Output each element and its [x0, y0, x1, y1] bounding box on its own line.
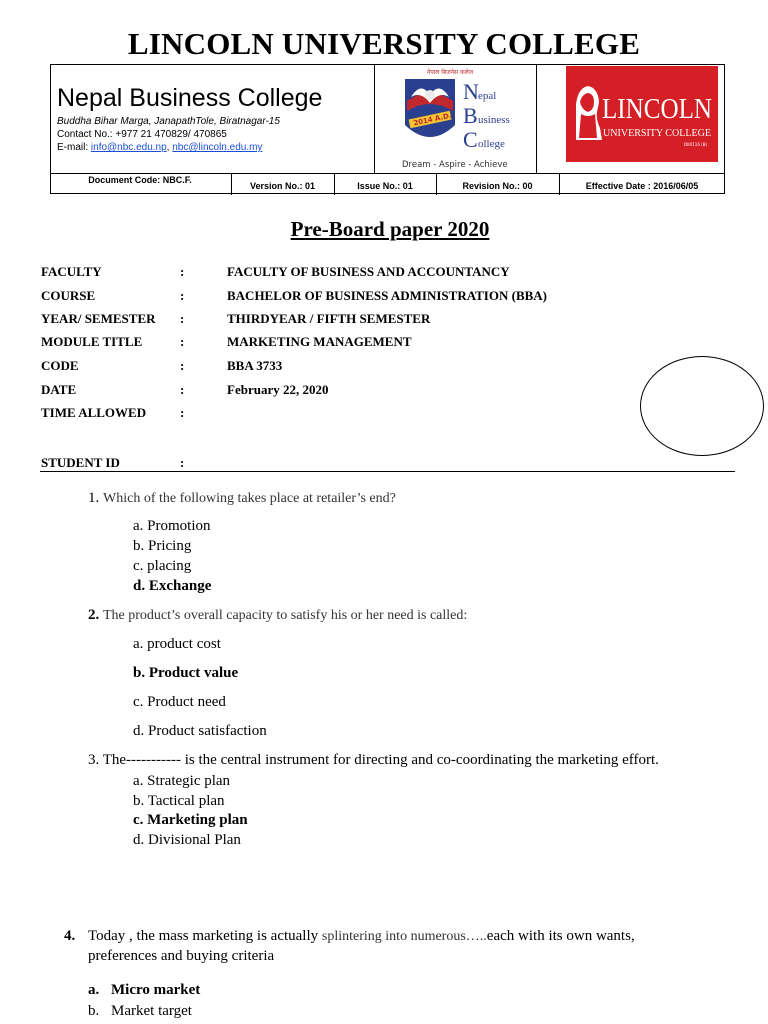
info-colon: : [180, 264, 185, 279]
svg-text:ollege: ollege [478, 138, 505, 150]
doc-code: Document Code: NBC.F. [88, 175, 192, 185]
info-value-faculty: FACULTY OF BUSINESS AND ACCOUNTANCY [227, 264, 510, 279]
question-2 [88, 607, 467, 624]
info-value-course: BACHELOR OF BUSINESS ADMINISTRATION (BBA) [227, 288, 548, 303]
svg-text:epal: epal [478, 90, 497, 102]
question-text: Which of the following takes place at retailer’s end? [103, 491, 396, 506]
info-label-module-title: MODULE TITLE [41, 334, 143, 349]
doc-issue: Issue No.: 01 [357, 181, 413, 191]
question-text-part-b: splintering into numerous….. [321, 929, 487, 944]
question-text: The product’s overall capacity to satisfy his or her need is called: [103, 608, 468, 623]
info-label-year-semester: YEAR/ SEMESTER [41, 311, 156, 326]
nbc-logo-tagline: Dream - Aspire - Achieve [402, 160, 508, 170]
info-colon: : [180, 405, 185, 420]
q1-option-c: c. placing [133, 558, 192, 574]
q4-option-a-answer: Micro market [111, 982, 201, 998]
doc-revision: Revision No.: 00 [462, 181, 533, 191]
info-colon: : [180, 382, 185, 397]
lincoln-sub-text: UNIVERSITY COLLEGE [603, 128, 711, 139]
question-number: 2. [88, 607, 100, 623]
info-value-year-semester: THIRDYEAR / FIFTH SEMESTER [227, 311, 431, 326]
question-1 [88, 490, 396, 507]
q1-option-d-answer: d. Exchange [133, 578, 212, 594]
svg-text:usiness: usiness [478, 114, 510, 126]
college-email [57, 141, 262, 154]
q4-option-a-letter: a. [88, 982, 100, 998]
photo-circle [640, 356, 764, 456]
info-colon: : [180, 311, 185, 326]
nbc-logo [377, 67, 533, 171]
info-label-code: CODE [41, 358, 79, 373]
college-address: Buddha Bihar Marga, JanapathTole, Biratnagar-15 [57, 116, 280, 127]
doc-effective-date: Effective Date : 2016/06/05 [585, 181, 699, 191]
nbc-logo-year: 2014 A.D. [412, 111, 453, 128]
doc-version: Version No.: 01 [249, 181, 316, 191]
q4-option-b: Market target [111, 1003, 192, 1019]
svg-text:N: N [463, 79, 479, 104]
student-id-label: STUDENT ID [41, 455, 120, 470]
info-label-date: DATE [41, 382, 77, 397]
college-contact: Contact No.: +977 21 470829/ 470865 [57, 129, 227, 140]
q1-option-a: a. Promotion [133, 518, 211, 534]
question-4-line2: preferences and buying criteria [88, 948, 275, 964]
q4-number: 4. [64, 928, 76, 944]
info-colon: : [180, 358, 185, 373]
question-number: 1. [88, 490, 100, 506]
question-number: 3. [88, 752, 100, 768]
header-divider [40, 471, 735, 472]
question-3 [88, 752, 659, 769]
info-value-module-title: MARKETING MANAGEMENT [227, 334, 412, 349]
info-label-time-allowed: TIME ALLOWED [41, 405, 147, 420]
q3-option-b: b. Tactical plan [133, 793, 225, 809]
q2-option-a: a. product cost [133, 636, 221, 652]
info-colon: : [180, 288, 185, 303]
student-id-colon: : [180, 455, 185, 470]
question-text-part-c: each with its own wants, [486, 928, 635, 944]
university-title: LINCOLN UNIVERSITY COLLEGE [127, 26, 641, 61]
lincoln-logo [566, 66, 718, 162]
email-label: E-mail: [57, 142, 91, 153]
question-text-part-a: Today , the mass marketing is actually [88, 928, 322, 944]
svg-text:C: C [463, 127, 478, 152]
q3-option-a: a. Strategic plan [133, 773, 231, 789]
info-label-faculty: FACULTY [41, 264, 102, 279]
question-text: The----------- is the central instrument for directing and co-coordinating the marketing effort. [102, 752, 659, 768]
paper-title: Pre-Board paper 2020 [290, 217, 490, 241]
q2-option-d: d. Product satisfaction [133, 723, 267, 739]
email-separator: , [166, 142, 173, 153]
info-value-code: BBA 3733 [227, 358, 283, 373]
email-link-info[interactable]: info@nbc.edu.np [90, 142, 167, 153]
q3-option-c-answer: c. Marketing plan [133, 812, 248, 828]
college-name: Nepal Business College [57, 84, 323, 112]
q2-option-b-answer: b. Product value [133, 665, 239, 681]
email-link-nbc[interactable]: nbc@lincoln.edu.my [172, 142, 263, 153]
info-colon: : [180, 334, 185, 349]
q2-option-c: c. Product need [133, 694, 226, 710]
q3-option-d: d. Divisional Plan [133, 832, 241, 848]
svg-text:B: B [463, 103, 478, 128]
q4-option-b-letter: b. [88, 1003, 100, 1019]
q1-option-b: b. Pricing [133, 538, 192, 554]
lincoln-code-text: DK0116 (B) [684, 142, 708, 147]
info-value-date: February 22, 2020 [227, 382, 329, 397]
question-4 [88, 928, 635, 945]
lincoln-brand-text: LINCOLN [602, 93, 713, 125]
info-label-course: COURSE [41, 288, 96, 303]
nbc-logo-top-text: नेपाल बिजनेस कलेज [427, 69, 474, 76]
